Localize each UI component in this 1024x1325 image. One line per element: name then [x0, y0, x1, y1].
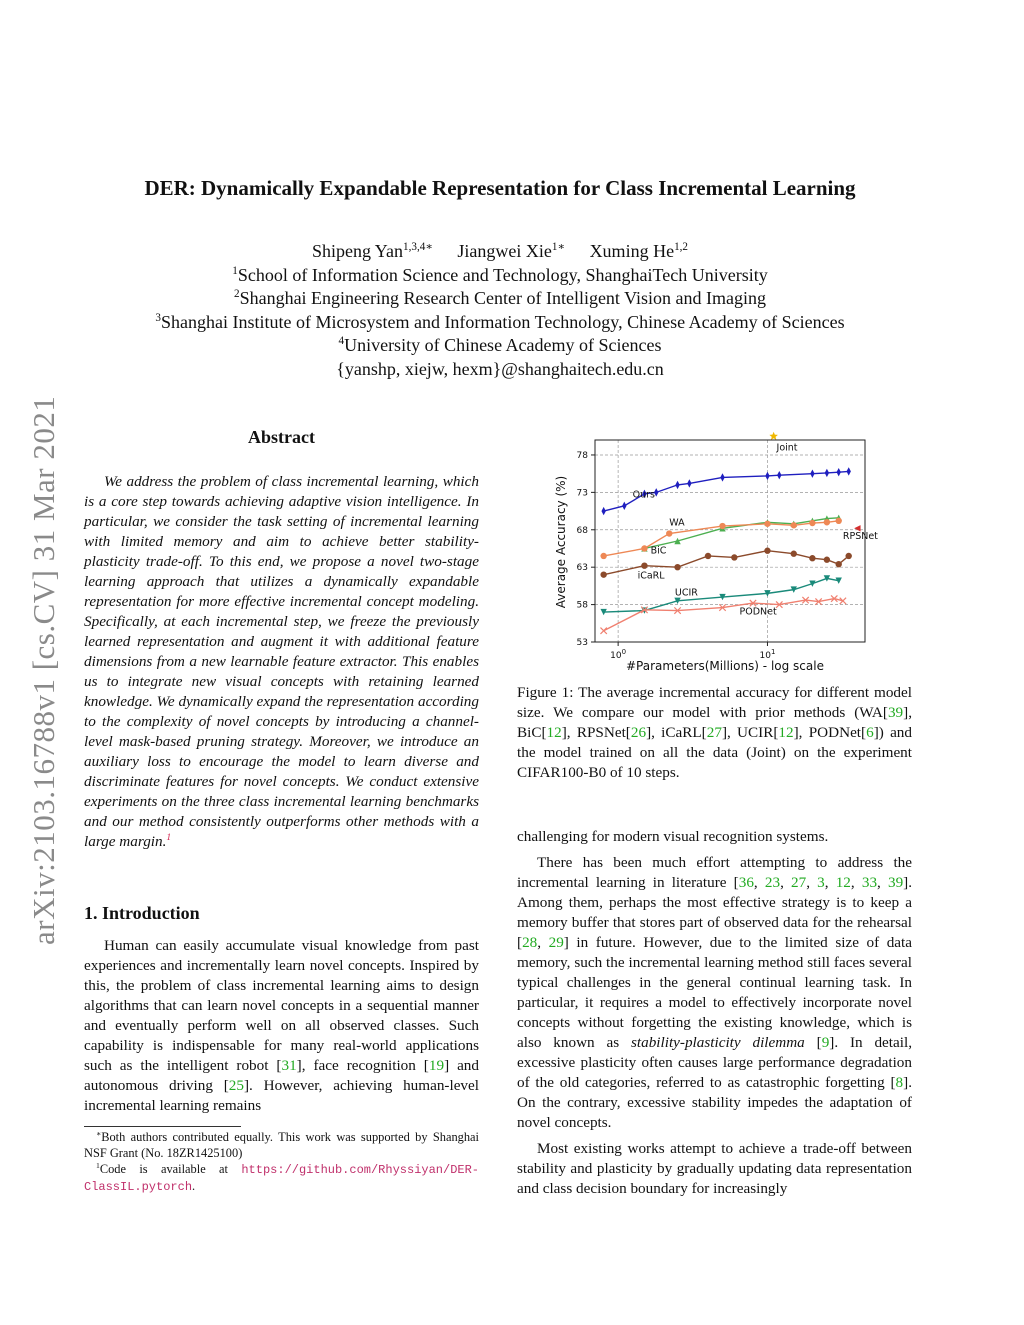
data-point — [836, 518, 842, 524]
paper-title: DER: Dynamically Expandable Representation for Class Incremental Learning — [144, 176, 856, 200]
x-axis-label: #Parameters(Millions) - log scale — [626, 659, 824, 673]
data-point — [809, 555, 815, 561]
series-label: WA — [669, 517, 685, 529]
y-tick-label: 68 — [576, 525, 588, 536]
data-point — [791, 551, 797, 557]
y-tick-label: 53 — [576, 638, 588, 648]
citation-link[interactable]: 19 — [428, 1057, 445, 1074]
citation-link[interactable]: 36 — [738, 874, 754, 891]
x-tick-label: $10^0$ — [610, 648, 627, 661]
series-label: Ours — [632, 489, 655, 501]
series-rpsnet — [843, 525, 878, 542]
series-joint — [769, 432, 797, 454]
series-label: PODNet — [739, 606, 777, 618]
series-label: iCaRL — [637, 570, 665, 582]
data-point — [641, 545, 647, 551]
footnote-divider — [84, 1126, 241, 1127]
data-point — [600, 571, 606, 577]
data-point — [622, 502, 626, 510]
paragraph-tradeoff: Most existing works attempt to achieve a trade-off between stability and plasticity by gradually updating data representation and class decision boundary for increasingly — [517, 1140, 912, 1197]
citation-link[interactable]: 25 — [228, 1077, 244, 1094]
paragraph-continued: challenging for modern visual recognition systems. — [517, 828, 829, 845]
plot-frame — [595, 440, 865, 642]
data-point — [825, 469, 829, 477]
footnote-1: ∗Both authors contributed equally. This work was supported by Shanghai NSF Grant (No. 18ZR1425100) — [84, 1128, 479, 1160]
citation-link[interactable]: 31 — [281, 1057, 297, 1074]
citation-link[interactable]: 27 — [791, 874, 807, 891]
y-tick-label: 78 — [576, 450, 588, 461]
series-podnet — [600, 595, 846, 634]
citation-link[interactable]: 8 — [895, 1074, 904, 1091]
series-label: Joint — [776, 442, 798, 454]
series-label: BiC — [650, 545, 667, 557]
series-ours — [601, 467, 850, 515]
affiliation-2: $^2$Shanghai Engineering Research Center of Intelligent Vision and Imaging — [233, 288, 767, 309]
affiliation-4: $^4$University of Chinese Academy of Sciences — [338, 335, 662, 356]
data-point — [769, 432, 778, 440]
data-point — [641, 562, 647, 568]
data-point — [836, 561, 842, 567]
data-point — [810, 469, 814, 477]
data-point — [675, 481, 679, 489]
citation-link[interactable]: 12 — [835, 874, 851, 891]
citation-link[interactable]: 39 — [887, 704, 904, 721]
paragraph-related-work: There has been much effort attempting to address the incremental learning in literature [36, 23, 27, 3, 12, 33, 39]. Among them, perhaps the most effective strategy is to keep a memory buffer that stores part of observed data for the rehearsal [28, 29] in future. However, due to the limited size of data memory, such the incremental learning method still faces several typical challenges in the general continual learning task. In particular, it requires a model to effectively incorporate novel concepts without forgetting the existing knowledge, which is also known as stability-plasticity dilemma [9]. In detail, excessive plasticity often causes large performance degradation of the old categories, referred to as catastrophic forgetting [8]. On the contrary, excessive stability impedes the adaptation of novel concepts. — [517, 854, 913, 1131]
citation-link[interactable]: 33 — [861, 874, 878, 891]
citation-link[interactable]: 23 — [764, 874, 781, 891]
y-tick-label: 73 — [576, 488, 588, 499]
author-2: Jiangwei Xie$^{1∗}$ — [457, 241, 566, 261]
data-point — [731, 554, 737, 560]
series-bic — [600, 518, 841, 560]
abstract-heading: Abstract — [248, 427, 315, 447]
footnote-2: $^1$Code is available at https://github.com/Rhyssiyan/DER-ClassIL.pytorch. — [84, 1160, 479, 1194]
abstract-text: We address the problem of class incremental learning, which is a core step towards achieving adaptive vision intelligence. In particular, we consider the task setting of incremental learning with limited memory and aim to achieve better stability-plasticity trade-off. To this end, we propose a novel two-stage learning approach that utilizes a dynamically expandable representation for more effective incremental concept modeling. Specifically, at each incremental step, we freeze the previously learned representation and augment it with additional feature dimensions from a new learnable feature extractor. This enables us to integrate new visual concepts with retaining learned knowledge. We dynamically expand the representation according to the complexity of novel concepts by introducing a channel-level mask-based pruning strategy. Moreover, we introduce an auxiliary loss to encourage the model to learn diverse and discriminate features for novel concepts. We conduct extensive experiments on the three class incremental learning benchmarks and our method consistently outperforms other methods with a large margin.$^1$ — [84, 473, 479, 850]
right-column-text — [517, 827, 912, 1205]
data-point — [764, 521, 770, 527]
citation-link[interactable]: 9 — [821, 1034, 830, 1051]
author-block — [0, 240, 1000, 382]
footnotes — [84, 1129, 479, 1195]
citation-link[interactable]: 3 — [817, 874, 825, 891]
y-tick-label: 58 — [576, 600, 588, 611]
citation-link[interactable]: 27 — [706, 724, 722, 741]
series-label: UCIR — [674, 587, 698, 599]
citation-link[interactable]: 26 — [630, 724, 647, 741]
citation-link[interactable]: 28 — [522, 934, 538, 951]
affiliation-1: $^1$School of Information Science and Technology, ShanghaiTech University — [232, 264, 768, 285]
author-3: Xuming He$^{1,2}$ — [589, 241, 689, 261]
x-tick-label: $10^1$ — [759, 648, 776, 661]
arxiv-sidebar-stamp: arXiv:2103.16788v1 [cs.CV] 31 Mar 2021 — [26, 395, 61, 945]
data-point — [765, 472, 769, 480]
data-point — [600, 553, 606, 559]
data-point — [837, 468, 841, 476]
data-point — [809, 520, 815, 526]
series-label: RPSNet — [842, 530, 878, 542]
series-line — [604, 599, 843, 631]
y-axis-label: Average Accuracy (%) — [554, 475, 568, 609]
data-point — [687, 479, 691, 487]
citation-link[interactable]: 6 — [866, 724, 874, 741]
author-emails: {yanshp, xiejw, hexm}@shanghaitech.edu.cn — [336, 358, 664, 379]
data-point — [666, 530, 672, 536]
citation-link[interactable]: 12 — [546, 724, 562, 741]
data-point — [824, 557, 830, 563]
author-names — [0, 240, 1000, 264]
data-point — [674, 564, 680, 570]
intro-paragraph: Human can easily accumulate visual knowledge from past experiences and incrementally learn novel concepts. Inspired by this, the problem of class incremental learning aims to design algorithms that can learn novel concepts in a sequential manner and eventually perform well on all observed classes. Such capability is indispensable for many real-world applications such as the intelligent robot [31], face recognition [19] and autonomous driving [25]. However, achieving human-level incremental learning remains — [84, 937, 479, 1114]
data-point — [777, 471, 781, 479]
data-point — [705, 553, 711, 559]
intro-heading: 1. Introduction — [84, 903, 200, 923]
data-point — [847, 467, 851, 475]
code-url-link[interactable]: https://github.com/Rhyssiyan/DER-ClassIL.pytorch — [84, 1163, 479, 1194]
accuracy-vs-params-plot — [545, 430, 885, 675]
data-point — [600, 628, 606, 634]
footnote-ref[interactable]: 1 — [166, 832, 172, 843]
figure-1-caption: Figure 1: The average incremental accuracy for different model size. We compare our model with prior methods (WA[39], BiC[12], RPSNet[26], iCaRL[27], UCIR[12], PODNet[6]) and the model trained on all the data (Joint) on the experiment CIFAR100-B0 of 10 steps. — [517, 684, 912, 781]
series-icarl — [600, 545, 851, 582]
data-point — [720, 473, 724, 481]
data-point — [719, 523, 725, 529]
author-1: Shipeng Yan$^{1,3,4∗}$ — [311, 241, 433, 261]
data-point — [824, 519, 830, 525]
data-point — [764, 548, 770, 554]
citation-link[interactable]: 12 — [778, 724, 794, 741]
figure-1-chart — [545, 430, 885, 675]
data-point — [791, 522, 797, 528]
affiliation-3: $^3$Shanghai Institute of Microsystem and Information Technology, Chinese Academy of Sciences — [155, 311, 845, 332]
citation-link[interactable]: 29 — [548, 934, 564, 951]
data-point — [846, 553, 852, 559]
data-point — [601, 507, 605, 515]
citation-link[interactable]: 39 — [887, 874, 904, 891]
y-tick-label: 63 — [576, 563, 588, 574]
